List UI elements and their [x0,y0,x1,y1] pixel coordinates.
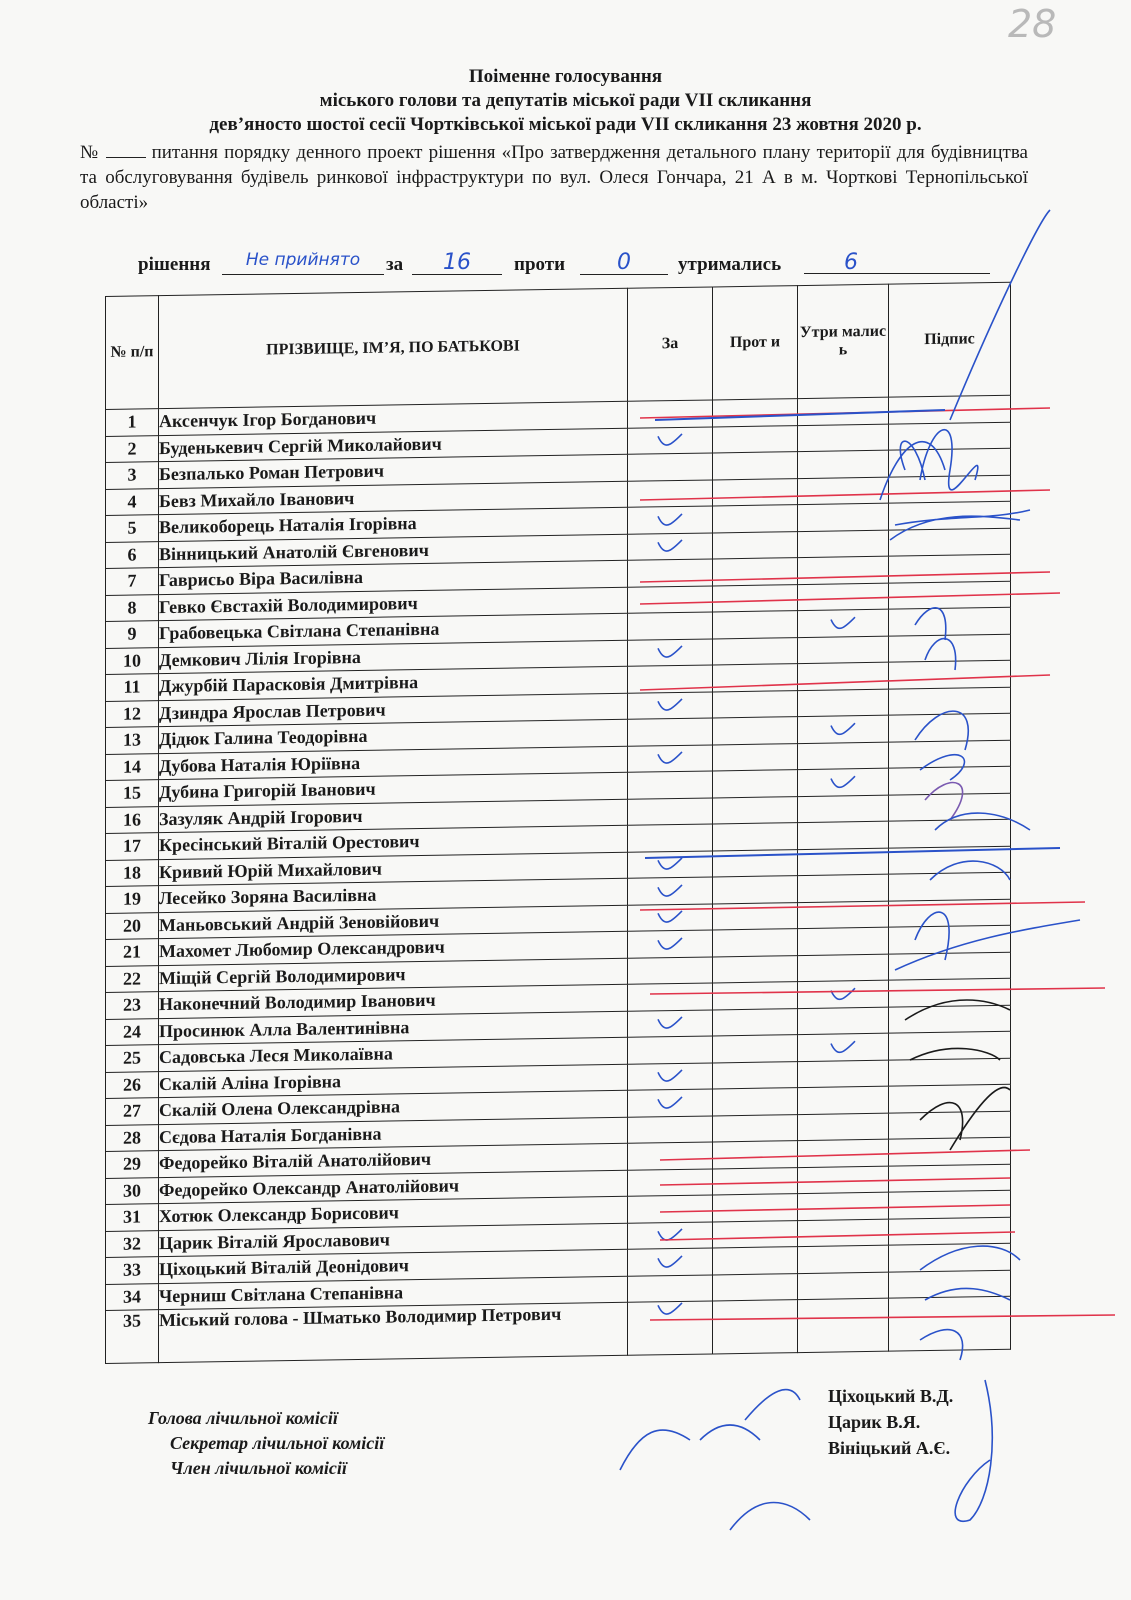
vote-cell-utrymalys [798,1272,889,1300]
vote-cell-za [628,1168,713,1196]
commission-secretary-title: Секретар лічильної комісії [170,1433,385,1453]
vote-cell-proty [713,664,798,692]
row-number: 18 [106,859,159,886]
checkmark-icon [657,698,683,712]
deputy-name: Лесейко Зоряна Василівна [159,878,628,912]
document-subtitle: міського голови та депутатів міської ради VII скликання [319,90,812,111]
question-paragraph [80,140,1028,215]
signature-cell [889,925,1011,953]
vote-cell-utrymalys [798,901,889,929]
signature [730,1390,810,1530]
deputy-name: Федорейко Віталій Анатолійович [159,1143,628,1177]
checkmark-icon [657,937,683,951]
vote-cell-za [628,453,713,481]
vote-cell-utrymalys [798,530,889,558]
signature-cell [889,475,1011,503]
signature-cell [889,687,1011,715]
vote-cell-za [628,718,713,746]
deputy-name: Дубина Григорій Іванович [159,772,628,806]
checkmark-icon [657,751,683,765]
vote-cell-utrymalys [798,742,889,770]
vote-cell-za [628,1195,713,1223]
vote-cell-utrymalys [798,1219,889,1247]
checkmark-icon [830,987,856,1001]
vote-cell-utrymalys [798,662,889,690]
row-number: 1 [106,409,159,436]
vote-cell-utrymalys [798,1113,889,1141]
vote-cell-proty [713,1194,798,1222]
vote-cell-za [628,426,713,454]
vote-cell-utrymalys [798,477,889,505]
row-number: 31 [106,1204,159,1231]
vote-cell-proty [713,558,798,586]
row-number: 32 [106,1230,159,1257]
signature [620,1425,760,1470]
session-line: дев’яносто шостої сесії Чортківської міської ради VII скликання 23 жовтня 2020 р. [209,114,922,135]
za-value: 16 [412,250,502,275]
row-number: 8 [106,594,159,621]
signature-cell [889,1164,1011,1192]
roll-call-table [105,282,1011,1364]
checkmark-icon [657,1228,683,1242]
row-number: 33 [106,1257,159,1284]
row-number: 16 [106,806,159,833]
deputy-name: Царик Віталій Ярославович [159,1223,628,1257]
row-number: 22 [106,965,159,992]
vote-cell-utrymalys [798,954,889,982]
vote-cell-za [628,1115,713,1143]
signature-cell [889,846,1011,874]
signature-cell [889,554,1011,582]
checkmark-icon [657,513,683,527]
row-number: 6 [106,541,159,568]
row-number: 17 [106,833,159,860]
vote-cell-utrymalys [798,848,889,876]
signature-cell [889,660,1011,688]
vote-cell-utrymalys [798,450,889,478]
deputy-name: Скалій Аліна Ігорівна [159,1064,628,1098]
vote-cell-za [628,400,713,428]
checkmark-icon [657,857,683,871]
checkmark-icon [657,433,683,447]
col-header-proty: Прот и [713,286,798,400]
signature-cell [889,448,1011,476]
vote-cell-za [628,691,713,719]
deputy-name: Гаврисьо Віра Василівна [159,560,628,594]
vote-cell-za [628,1274,713,1302]
deputy-name: Просинюк Алла Валентинівна [159,1011,628,1045]
vote-cell-za [628,1142,713,1170]
decision-value: Не прийнято [222,250,384,275]
vote-cell-proty [713,452,798,480]
vote-cell-za [628,930,713,958]
vote-cell-proty [713,770,798,798]
vote-cell-utrymalys [798,556,889,584]
deputy-name: Наконечний Володимир Іванович [159,984,628,1018]
vote-cell-utrymalys [798,609,889,637]
deputy-name: Демкович Лілія Ігорівна [159,640,628,674]
checkmark-icon [657,645,683,659]
signature-cell [889,766,1011,794]
utrymalys-value: 6 [804,250,990,274]
deputy-name: Дзиндра Ярослав Петрович [159,693,628,727]
signature-cell [889,1111,1011,1139]
row-number: 21 [106,939,159,966]
vote-cell-utrymalys [798,424,889,452]
checkmark-icon [657,539,683,553]
deputy-name: Джурбій Парасковія Дмитрівна [159,666,628,700]
vote-cell-za [628,824,713,852]
deputy-name: Сєдова Наталія Богданівна [159,1117,628,1151]
question-text: питання порядку денного проект рішення «Про затвердження детального плану території для будівництва та обслуговування будівель ринкової інфраструктури по вул. Олеся Гончара, 21 А в м. Чорткові Тернопільської області» [80,142,1028,213]
vote-cell-za [628,1062,713,1090]
proty-value: 0 [580,250,668,275]
question-number-prefix: № [80,142,100,163]
vote-cell-utrymalys [798,636,889,664]
signature-cell [889,1137,1011,1165]
deputy-name: Зазуляк Андрій Ігорович [159,799,628,833]
row-number: 2 [106,435,159,462]
vote-cell-utrymalys [798,980,889,1008]
signature-cell [889,395,1011,423]
vote-cell-proty [713,823,798,851]
vote-cell-proty [713,743,798,771]
col-header-signature: Підпис [889,282,1011,397]
vote-cell-utrymalys [798,689,889,717]
col-header-utrymalys: Утри малис ь [798,284,889,398]
table-header-row [106,282,1011,409]
deputy-name: Кресінський Віталій Орестович [159,825,628,859]
za-label: за [386,254,404,275]
deputy-name: Міщій Сергій Володимирович [159,958,628,992]
vote-cell-proty [713,796,798,824]
vote-cell-za [628,956,713,984]
vote-cell-proty [713,584,798,612]
vote-cell-proty [713,1167,798,1195]
row-number: 28 [106,1124,159,1151]
row-number: 9 [106,621,159,648]
proty-label: проти [514,254,566,275]
vote-cell-proty [713,876,798,904]
signature-cell [889,713,1011,741]
signature-cell [889,952,1011,980]
checkmark-icon [657,1255,683,1269]
signature-cell [889,819,1011,847]
vote-cell-za [628,771,713,799]
checkmark-icon [830,722,856,736]
vote-cell-proty [713,717,798,745]
deputy-name: Федорейко Олександр Анатолійович [159,1170,628,1204]
vote-cell-za [628,983,713,1011]
vote-cell-proty [713,902,798,930]
deputy-name: Міський голова - Шматько Володимир Петрович [159,1302,628,1362]
vote-cell-utrymalys [798,1060,889,1088]
signature-cell [889,740,1011,768]
vote-cell-za [628,1221,713,1249]
vote-cell-utrymalys [798,874,889,902]
signature-cell [889,872,1011,900]
vote-cell-utrymalys [798,768,889,796]
vote-cell-za [628,1301,713,1355]
deputy-name: Дідюк Галина Теодорівна [159,719,628,753]
deputy-name: Аксенчук Ігор Богданович [159,401,628,435]
signature-cell [889,528,1011,556]
checkmark-icon [657,1096,683,1110]
signature-cell [889,1243,1011,1271]
deputy-name: Гевко Євстахій Володимирович [159,587,628,621]
vote-cell-utrymalys [798,795,889,823]
vote-cell-proty [713,399,798,427]
signature-cell [889,1084,1011,1112]
deputy-name: Грабовецька Світлана Степанівна [159,613,628,647]
row-number: 7 [106,568,159,595]
signature-cell [889,634,1011,662]
utrymalys-label: утримались [678,254,782,275]
table-body [106,395,1011,1363]
signature-cell [889,1031,1011,1059]
vote-cell-proty [713,1008,798,1036]
vote-cell-utrymalys [798,1033,889,1061]
vote-cell-utrymalys [798,503,889,531]
question-number-blank [106,143,146,158]
signature-cell [889,607,1011,635]
vote-cell-za [628,1089,713,1117]
deputy-name: Безпалько Роман Петрович [159,454,628,488]
checkmark-icon [657,1069,683,1083]
vote-cell-za [628,797,713,825]
signature-cell [889,1270,1011,1298]
row-number: 13 [106,727,159,754]
vote-cell-proty [713,505,798,533]
row-number: 11 [106,674,159,701]
signature-cell [889,1190,1011,1218]
vote-cell-proty [713,478,798,506]
deputy-name: Хотюк Олександр Борисович [159,1196,628,1230]
vote-cell-proty [713,1141,798,1169]
vote-cell-proty [713,1247,798,1275]
row-number: 14 [106,753,159,780]
vote-cell-za [628,877,713,905]
vote-cell-utrymalys [798,1245,889,1273]
signature [955,1380,992,1521]
deputy-name: Махомет Любомир Олександрович [159,931,628,965]
vote-cell-proty [713,1114,798,1142]
commission-titles [148,1406,384,1481]
col-header-name: ПРІЗВИЩЕ, ІМ’Я, ПО БАТЬКОВІ [159,288,628,408]
deputy-name: Ціхоцький Віталій Деонідович [159,1249,628,1283]
signature-cell [889,1217,1011,1245]
vote-cell-utrymalys [798,1192,889,1220]
signature-cell [889,1058,1011,1086]
checkmark-icon [830,1040,856,1054]
checkmark-icon [657,1302,683,1316]
deputy-name: Кривий Юрій Михайлович [159,852,628,886]
row-number: 30 [106,1177,159,1204]
vote-cell-utrymalys [798,821,889,849]
signature-cell [889,1296,1011,1351]
row-number: 23 [106,992,159,1019]
checkmark-icon [657,1016,683,1030]
commission-head-name: Ціхоцький В.Д. [828,1386,954,1406]
deputy-name: Скалій Олена Олександрівна [159,1090,628,1124]
vote-cell-proty [713,1300,798,1354]
vote-cell-utrymalys [798,927,889,955]
vote-cell-utrymalys [798,715,889,743]
row-number: 26 [106,1071,159,1098]
row-number: 4 [106,488,159,515]
row-number: 10 [106,647,159,674]
row-number: 15 [106,780,159,807]
row-number: 25 [106,1045,159,1072]
vote-cell-za [628,903,713,931]
vote-cell-proty [713,611,798,639]
signature-cell [889,978,1011,1006]
deputy-name: Дубова Наталія Юріївна [159,746,628,780]
vote-cell-proty [713,637,798,665]
document-title: Поіменне голосування [468,66,663,87]
page-number: 28 [1008,2,1057,46]
vote-cell-za [628,1248,713,1276]
deputy-name: Вінницький Анатолій Євгенович [159,534,628,568]
vote-cell-proty [713,955,798,983]
commission-names [828,1383,953,1461]
checkmark-icon [830,616,856,630]
vote-cell-za [628,532,713,560]
signature-cell [889,793,1011,821]
deputy-name: Черниш Світлана Степанівна [159,1276,628,1310]
commission-member-title: Член лічильної комісії [170,1458,347,1478]
row-number: 12 [106,700,159,727]
deputy-name: Садовська Леся Миколаївна [159,1037,628,1071]
vote-cell-proty [713,1035,798,1063]
vote-cell-za [628,1036,713,1064]
vote-cell-za [628,559,713,587]
col-header-za: За [628,287,713,401]
commission-head-title: Голова лічильної комісії [148,1408,338,1428]
vote-cell-utrymalys [798,1007,889,1035]
vote-cell-za [628,479,713,507]
checkmark-icon [830,775,856,789]
checkmark-icon [657,884,683,898]
vote-cell-za [628,506,713,534]
vote-cell-utrymalys [798,1298,889,1352]
deputy-name: Великоборець Наталія Ігорівна [159,507,628,541]
checkmark-icon [657,910,683,924]
commission-secretary-name: Царик В.Я. [828,1412,921,1432]
col-header-number: № п/п [106,296,159,410]
vote-cell-proty [713,425,798,453]
signature-cell [889,581,1011,609]
row-number: 3 [106,462,159,489]
vote-cell-proty [713,1061,798,1089]
commission-member-name: Вініцький А.Є. [828,1438,951,1458]
signature-cell [889,501,1011,529]
vote-cell-proty [713,982,798,1010]
row-number: 19 [106,886,159,913]
deputy-name: Маньовський Андрій Зеновійович [159,905,628,939]
vote-cell-proty [713,1088,798,1116]
vote-cell-utrymalys [798,1139,889,1167]
row-number: 29 [106,1151,159,1178]
row-number: 5 [106,515,159,542]
signature-cell [889,422,1011,450]
signature-cell [889,1005,1011,1033]
vote-cell-proty [713,849,798,877]
vote-cell-za [628,638,713,666]
row-number: 24 [106,1018,159,1045]
row-number: 34 [106,1283,159,1310]
vote-cell-proty [713,531,798,559]
vote-cell-proty [713,1273,798,1301]
vote-result-line [138,250,1028,280]
vote-cell-proty [713,1220,798,1248]
vote-cell-utrymalys [798,1166,889,1194]
vote-cell-proty [713,929,798,957]
row-number: 20 [106,912,159,939]
vote-cell-za [628,850,713,878]
vote-cell-za [628,585,713,613]
deputy-name: Буденькевич Сергій Миколайович [159,428,628,462]
vote-cell-utrymalys [798,583,889,611]
vote-cell-utrymalys [798,1086,889,1114]
row-number: 27 [106,1098,159,1125]
row-number: 35 [106,1310,159,1364]
vote-cell-za [628,665,713,693]
signature-cell [889,899,1011,927]
deputy-name: Бевз Михайло Іванович [159,481,628,515]
vote-cell-za [628,1009,713,1037]
vote-cell-za [628,612,713,640]
vote-cell-za [628,744,713,772]
vote-cell-proty [713,690,798,718]
decision-label: рішення [138,254,211,275]
vote-cell-utrymalys [798,397,889,425]
